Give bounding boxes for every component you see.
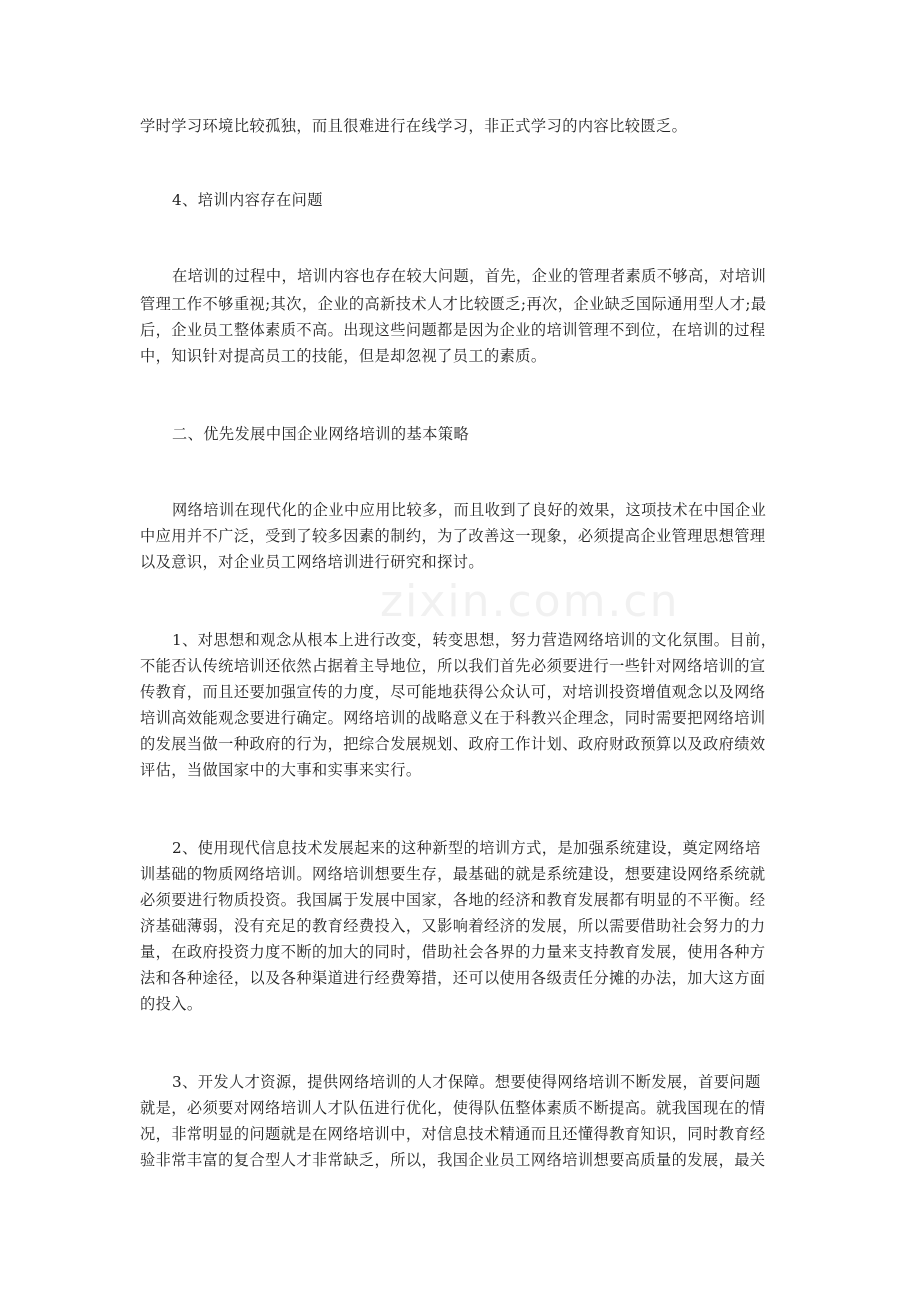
text-line: 中应用并不广泛，受到了较多因素的制约，为了改善这一现象，必须提高企业管理思想管理	[140, 527, 766, 545]
text-line: 必须要进行物质投资。我国属于发展中国家，各地的经济和教育发展都有明显的不平衡。经	[140, 891, 766, 909]
text-line: 传教育，而且还要加强宣传的力度，尽可能地获得公众认可，对培训投资增值观念以及网络	[140, 683, 766, 701]
text-line: 训基础的物质网络培训。网络培训想要生存，最基础的就是系统建设，想要建设网络系统就	[140, 865, 766, 883]
text-line: 不能否认传统培训还依然占据着主导地位，所以我们首先必须要进行一些针对网络培训的宣	[140, 657, 766, 675]
section-heading: 二、优先发展中国企业网络培训的基本策略	[172, 425, 470, 443]
text-line: 况，非常明显的问题就是在网络培训中，对信息技术精通而且还懂得教育知识，同时教育经	[140, 1125, 766, 1143]
text-line: 的投入。	[140, 995, 203, 1013]
text-line: 济基础薄弱，没有充足的教育经费投入，又影响着经济的发展，所以需要借助社会努力的力	[140, 917, 766, 935]
text-line: 以及意识，对企业员工网络培训进行研究和探讨。	[140, 553, 485, 571]
section-heading: 4、培训内容存在问题	[172, 191, 323, 209]
text-line: 网络培训在现代化的企业中应用比较多，而且收到了良好的效果，这项技术在中国企业	[172, 501, 767, 519]
text-line: 1、对思想和观念从根本上进行改变，转变思想，努力营造网络培训的文化氛围。目前，	[172, 631, 777, 649]
text-line: 评估，当做国家中的大事和实事来实行。	[140, 761, 422, 779]
text-line: 培训高效能观念要进行确定。网络培训的战略意义在于科教兴企理念，同时需要把网络培训	[140, 709, 766, 727]
watermark: zixin.com.cn	[380, 576, 680, 627]
text-line: 的发展当做一种政府的行为，把综合发展规划、政府工作计划、政府财政预算以及政府绩效	[140, 735, 766, 753]
text-line: 学时学习环境比较孤独，而且很难进行在线学习，非正式学习的内容比较匮乏。	[140, 117, 688, 135]
text-line: 验非常丰富的复合型人才非常缺乏，所以，我国企业员工网络培训想要高质量的发展，最关	[140, 1151, 766, 1169]
text-line: 中，知识针对提高员工的技能，但是却忽视了员工的素质。	[140, 347, 547, 365]
text-line: 量，在政府投资力度不断的加大的同时，借助社会各界的力量来支持教育发展，使用各种方	[140, 943, 766, 961]
text-line: 2、使用现代信息技术发展起来的这种新型的培训方式，是加强系统建设，奠定网络培	[172, 839, 761, 857]
text-line: 在培训的过程中，培训内容也存在较大问题，首先，企业的管理者素质不够高，对培训	[172, 267, 767, 285]
text-line: 后，企业员工整体素质不高。出现这些问题都是因为企业的培训管理不到位，在培训的过程	[140, 321, 766, 339]
text-line: 就是，必须要对网络培训人才队伍进行优化，使得队伍整体素质不断提高。就我国现在的情	[140, 1099, 766, 1117]
text-line: 管理工作不够重视;其次，企业的高新技术人才比较匮乏;再次，企业缺乏国际通用型人才;最	[140, 295, 767, 313]
text-line: 法和各种途径，以及各种渠道进行经费筹措，还可以使用各级责任分摊的办法，加大这方面	[140, 969, 766, 987]
text-line: 3、开发人才资源，提供网络培训的人才保障。想要使得网络培训不断发展，首要问题	[172, 1073, 761, 1091]
